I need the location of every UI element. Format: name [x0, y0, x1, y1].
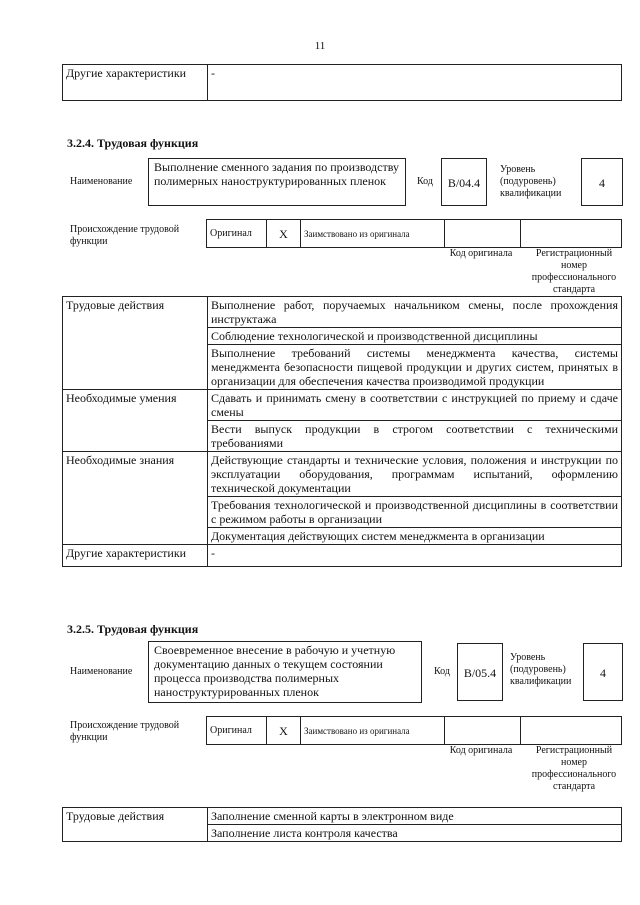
borrowed-label: Заимствовано из оригинала — [301, 717, 445, 745]
reg-number-label: Регистрационный номер профессионального стандарта — [531, 248, 617, 295]
section-title: 3.2.5. Трудовая функция — [67, 622, 199, 636]
name-label: Наименование — [70, 176, 133, 187]
level-box — [583, 643, 623, 701]
row-item: Заполнение сменной карты в электронном виде — [208, 808, 622, 825]
row-item: Действующие стандарты и технические условия, положения и инструкции по эксплуатации оборудования, программам испытаний, оформлению технической документации — [208, 452, 622, 497]
code-original-cell — [445, 717, 521, 745]
code-original-label: Код оригинала — [449, 248, 513, 259]
row-item: Требования технологической и производственной дисциплины в соответствии с режимом работы в организации — [208, 497, 622, 528]
original-mark: X — [267, 220, 301, 248]
origin-table — [206, 716, 622, 745]
level-value: 4 — [600, 666, 606, 680]
code-box — [441, 158, 487, 206]
page-number: 11 — [314, 40, 326, 52]
code-value: B/05.4 — [463, 666, 497, 680]
reg-number-cell — [521, 220, 622, 248]
code-label: Код — [417, 176, 433, 187]
origin-table — [206, 219, 622, 248]
level-label: Уровень (подуровень) квалификации — [500, 164, 562, 199]
code-box — [457, 643, 503, 701]
function-name: Своевременное внесение в рабочую и учетную документацию данных о текущем состоянии процесса производства полимерных наноструктурированных пленок — [154, 643, 396, 699]
original-label: Оригинал — [207, 717, 267, 745]
level-value: 4 — [599, 176, 605, 190]
table-row — [63, 297, 622, 328]
row-item: Документация действующих систем менеджмента в организации — [208, 528, 622, 545]
code-original-label: Код оригинала — [449, 745, 513, 756]
table-row — [63, 545, 622, 567]
function-details-table-2 — [62, 807, 622, 842]
table-row — [63, 452, 622, 497]
code-label: Код — [434, 666, 450, 677]
table-row — [63, 390, 622, 421]
original-mark: X — [267, 717, 301, 745]
row-label: Трудовые действия — [63, 297, 208, 390]
reg-number-label: Регистрационный номер профессионального стандарта — [531, 745, 617, 792]
row-item: Сдавать и принимать смену в соответствии с инструкцией по приему и сдаче смены — [208, 390, 622, 421]
row-label: Необходимые умения — [63, 390, 208, 452]
original-label: Оригинал — [207, 220, 267, 248]
code-value: B/04.4 — [447, 176, 481, 190]
row-item: Выполнение работ, поручаемых начальником смены, после прохождения инструктажа — [208, 297, 622, 328]
row-value: - — [208, 65, 622, 101]
row-item: - — [208, 545, 622, 567]
row-item: Выполнение требований системы менеджмента качества, системы менеджмента безопасности пищевой продукции и других систем, принятых в организации для обеспечения качества производимой продукции — [208, 345, 622, 390]
origin-label: Происхождение трудовой функции — [70, 224, 180, 247]
function-name: Выполнение сменного задания по производству полимерных наноструктурированных пленок — [154, 160, 399, 188]
row-label: Другие характеристики — [63, 65, 208, 101]
table-row — [63, 808, 622, 825]
row-item: Вести выпуск продукции в строгом соответствии с техническими требованиями — [208, 421, 622, 452]
row-label: Необходимые знания — [63, 452, 208, 545]
row-label: Другие характеристики — [63, 545, 208, 567]
section-title: 3.2.4. Трудовая функция — [67, 136, 199, 150]
level-label: Уровень (подуровень) квалификации — [510, 652, 572, 687]
origin-label: Происхождение трудовой функции — [70, 720, 180, 743]
function-name-box — [148, 641, 422, 703]
reg-number-cell — [521, 717, 622, 745]
borrowed-label: Заимствовано из оригинала — [301, 220, 445, 248]
row-item: Заполнение листа контроля качества — [208, 825, 622, 842]
level-box — [581, 158, 623, 206]
code-original-cell — [445, 220, 521, 248]
function-details-table-1 — [62, 296, 622, 567]
name-label: Наименование — [70, 666, 133, 677]
function-name-box — [148, 158, 406, 206]
top-characteristics-table — [62, 64, 622, 101]
row-label: Трудовые действия — [63, 808, 208, 842]
row-item: Соблюдение технологической и производственной дисциплины — [208, 328, 622, 345]
